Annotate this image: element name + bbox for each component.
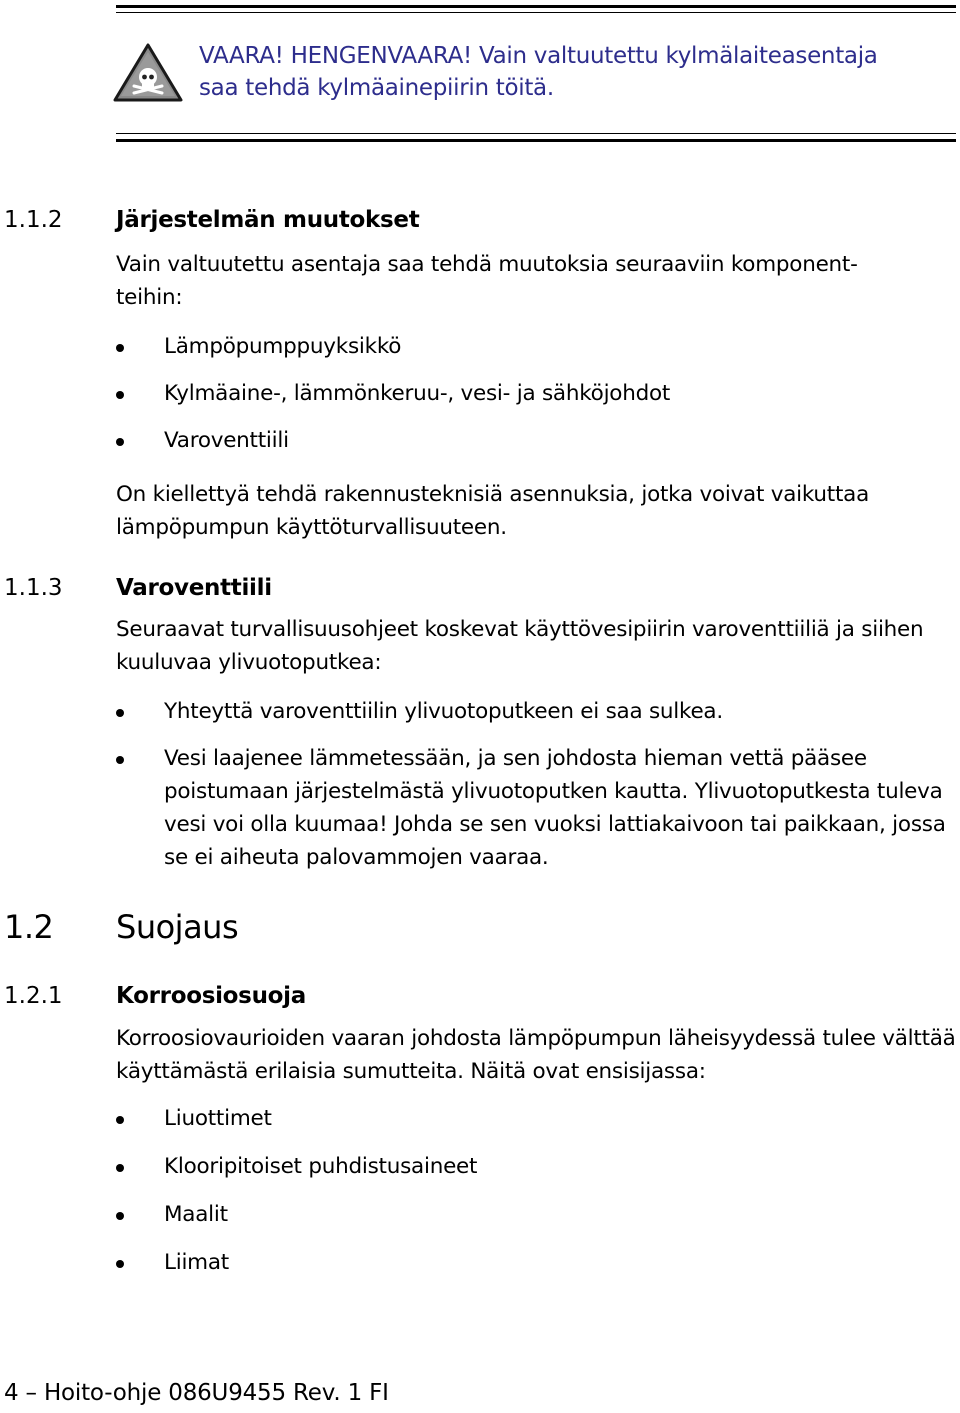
warning-bottom-rule [116,139,956,142]
list-item: Maalit [116,1198,958,1231]
list-item: Klooripitoiset puhdistusaineet [116,1150,958,1183]
section-title: Suojaus [116,908,239,946]
warning-top-rule [116,5,956,8]
safety-list [116,695,958,874]
list-item: Kylmäaine-, lämmönkeruu-, vesi- ja sähköjohdot [116,377,958,410]
list-item: Varoventtiili [116,424,958,457]
spray-list [116,1102,958,1279]
warning-line1: HENGENVAARA! Vain valtuutettu kylmälaiteasentaja [283,43,878,69]
section-title: Korroosiosuoja [116,983,306,1009]
component-list [116,330,958,457]
section-number: 1.2 [4,908,54,946]
section-intro: Seuraavat turvallisuusohjeet koskevat käyttövesipiirin varoventtiiliä ja siihen kuuluvaa ylivuotoputkea: [116,617,924,675]
section-number: 1.1.2 [4,207,63,233]
warning-bottom-rule-thin [116,133,956,134]
section-number: 1.2.1 [4,983,63,1009]
list-item: Lämpöpumppuyksikkö [116,330,958,363]
warning-message [199,40,949,104]
intro-line: teihin: [116,285,183,310]
skull-warning-triangle-icon [112,42,184,104]
section-intro [116,248,958,314]
warning-line2: saa tehdä kylmäainepiirin töitä. [199,75,554,101]
list-item: Liimat [116,1246,958,1279]
page-footer: 4 – Hoito-ohje 086U9455 Rev. 1 FI [4,1380,389,1406]
list-item: Yhteyttä varoventtiilin ylivuotoputkeen ei saa sulkea. [116,695,958,728]
warning-top-rule-thin [116,12,956,13]
section-title: Järjestelmän muutokset [116,207,420,233]
section-number: 1.1.3 [4,575,63,601]
warning-label: VAARA! [199,43,284,69]
section-intro: Korroosiovaurioiden vaaran johdosta lämpöpumpun läheisyydessä tulee välttää käyttämästä erilaisia sumutteita. Näitä ovat ensisijassa: [116,1026,956,1084]
section-note: On kiellettyä tehdä rakennusteknisiä asennuksia, jotka voivat vaikuttaa lämpöpumpun käyttöturvallisuuteen. [116,482,869,540]
list-item: Vesi laajenee lämmetessään, ja sen johdosta hieman vettä pääsee poistumaan järjestelmästä ylivuotoputken kautta. Ylivuotoputkesta tuleva vesi voi olla kuumaa! Johda se sen vuoksi lattiakaivoon tai paikkaan, jossa se ei aiheuta palovammojen vaaraa. [116,742,958,874]
section-title: Varoventtiili [116,575,272,601]
intro-line: Vain valtuutettu asentaja saa tehdä muutoksia seuraaviin komponent- [116,252,858,277]
list-item: Liuottimet [116,1102,958,1135]
